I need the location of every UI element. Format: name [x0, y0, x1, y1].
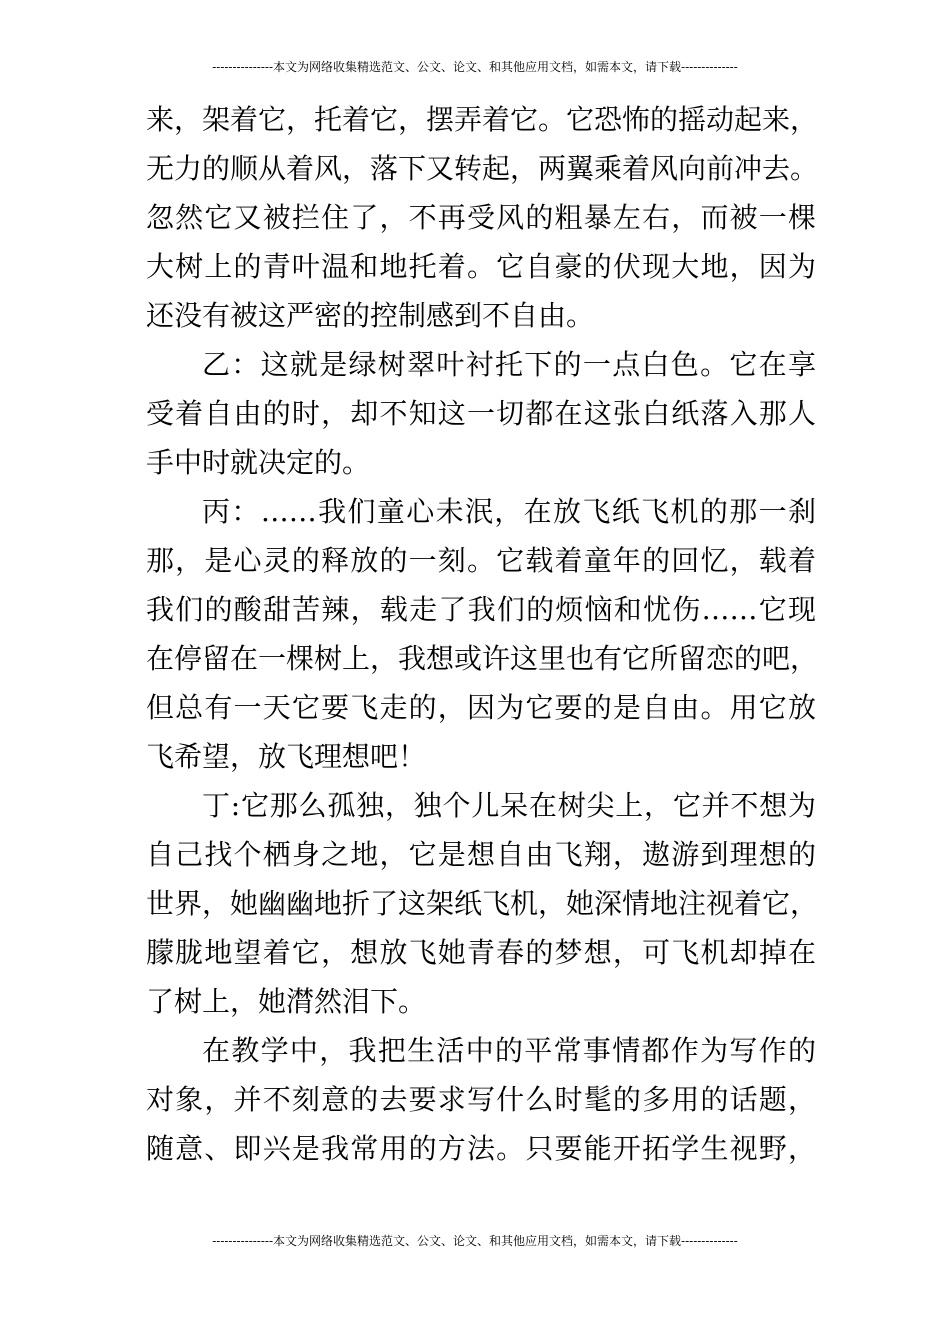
- text-line: 大树上的青叶温和地托着。它自豪的伏现大地，因为: [146, 250, 816, 283]
- text-line: 丙：……我们童心未泯，在放飞纸飞机的那一刹: [202, 495, 816, 528]
- document-body: [146, 95, 819, 1173]
- text-line: 朦胧地望着它，想放飞她青春的梦想，可飞机却掉在: [146, 936, 816, 969]
- text-line: 但总有一天它要飞走的，因为它要的是自由。用它放: [146, 691, 816, 724]
- footer-banner: ---------------本文为网络收集精选范文、公文、论文、和其他应用文档，如需本文，请下载--------------: [212, 1234, 738, 1248]
- text-line: 丁:它那么孤独，独个儿呆在树尖上，它并不想为: [202, 789, 816, 822]
- text-line: 世界，她幽幽地折了这架纸飞机，她深情地注视着它，: [146, 887, 819, 920]
- text-line: 我们的酸甜苦辣，载走了我们的烦恼和忧伤……它现: [146, 593, 816, 626]
- paragraph: [146, 340, 816, 487]
- paragraph: [146, 95, 819, 340]
- text-line: 受着自由的时，却不知这一切都在这张白纸落入那人: [146, 397, 816, 430]
- header-banner: ---------------本文为网络收集精选范文、公文、论文、和其他应用文档，如需本文，请下载--------------: [212, 60, 738, 74]
- text-line: 自己找个栖身之地，它是想自由飞翔，遨游到理想的: [146, 838, 816, 871]
- paragraph: [146, 781, 819, 1026]
- text-line: 乙：这就是绿树翠叶衬托下的一点白色。它在享: [202, 348, 816, 381]
- text-line: 无力的顺从着风，落下又转起，两翼乘着风向前冲去。: [146, 152, 819, 185]
- text-line: 手中时就决定的。: [146, 446, 371, 479]
- text-line: 了树上，她潸然泪下。: [146, 985, 427, 1018]
- text-line: 那，是心灵的释放的一刻。它载着童年的回忆，载着: [146, 544, 816, 577]
- text-line: 随意、即兴是我常用的方法。只要能开拓学生视野，: [146, 1132, 816, 1165]
- text-line: 飞希望，放飞理想吧！: [146, 740, 427, 773]
- text-line: 对象，并不刻意的去要求写什么时髦的多用的话题，: [146, 1083, 816, 1116]
- text-line: 忽然它又被拦住了，不再受风的粗暴左右，而被一棵: [146, 201, 816, 234]
- paragraph: [146, 487, 819, 781]
- paragraph: [146, 1026, 816, 1173]
- text-line: 在停留在一棵树上，我想或许这里也有它所留恋的吧，: [146, 642, 819, 675]
- text-line: 在教学中，我把生活中的平常事情都作为写作的: [202, 1034, 816, 1067]
- text-line: 来，架着它，托着它，摆弄着它。它恐怖的摇动起来，: [146, 103, 819, 136]
- text-line: 还没有被这严密的控制感到不自由。: [146, 299, 595, 332]
